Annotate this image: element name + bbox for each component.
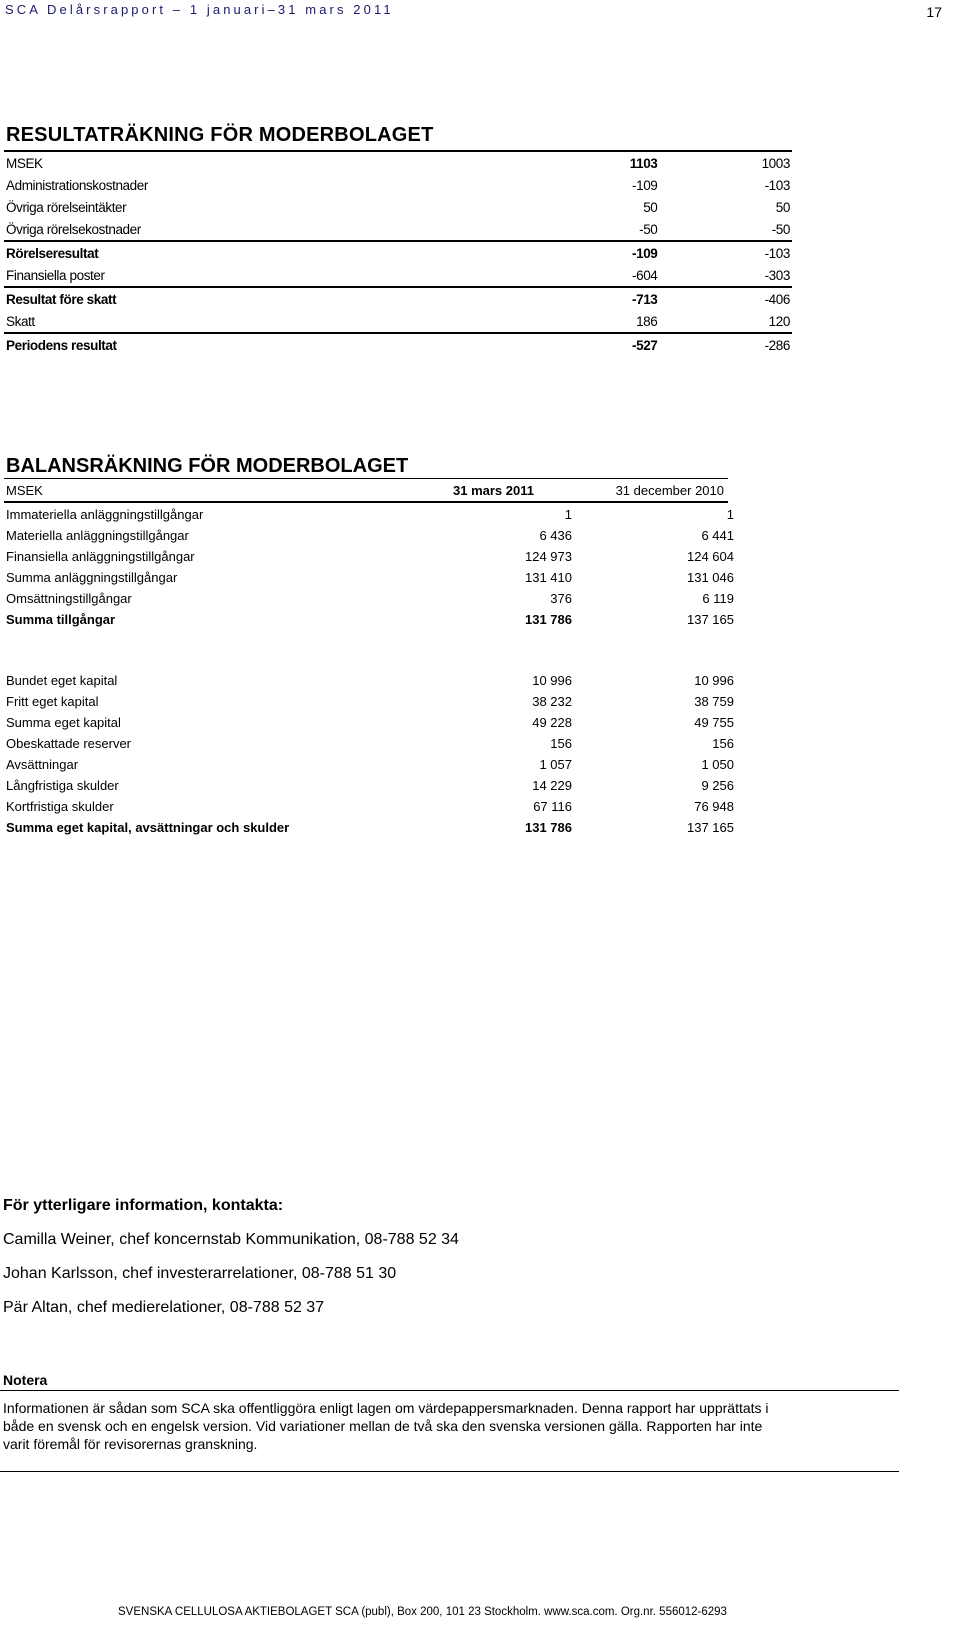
- value-previous: -103: [764, 245, 790, 261]
- value-previous: 131 046: [687, 570, 734, 585]
- notes-line: varit föremål för revisorernas granskning.: [3, 1436, 258, 1452]
- row-label: Obeskattade reserver: [6, 736, 132, 751]
- value-previous: 76 948: [694, 799, 734, 814]
- notes-top-divider: [0, 1390, 899, 1391]
- value-current: 10 996: [532, 673, 572, 688]
- value-current: 124 973: [525, 549, 572, 564]
- value-previous: 49 755: [694, 715, 734, 730]
- notes-heading: Notera: [3, 1372, 48, 1388]
- value-current: -604: [601, 264, 659, 287]
- notes-bottom-divider: [0, 1471, 899, 1472]
- row-label: Avsättningar: [6, 757, 79, 772]
- value-previous: 6 119: [702, 591, 734, 606]
- table-row: [4, 333, 792, 356]
- row-label: Summa eget kapital: [6, 715, 121, 730]
- row-label: Rörelseresultat: [6, 245, 99, 261]
- balance-sheet-header: [4, 478, 728, 503]
- value-previous: 137 165: [687, 612, 734, 627]
- value-previous: 6 441: [701, 528, 734, 543]
- row-label: Fritt eget kapital: [6, 694, 99, 709]
- row-label: Långfristiga skulder: [6, 778, 119, 793]
- value-previous: 38 759: [694, 694, 734, 709]
- value-current: 49 228: [532, 715, 572, 730]
- table-row: [4, 264, 792, 287]
- balance-sheet-assets-table: [4, 504, 736, 630]
- value-current: -109: [631, 177, 658, 193]
- value-current: -50: [601, 218, 659, 241]
- table-row: [4, 670, 736, 691]
- value-current: 50: [643, 199, 658, 215]
- value-current: 6 436: [539, 528, 572, 543]
- table-row: [4, 733, 736, 754]
- notes-text: [3, 1399, 943, 1453]
- row-label: Kortfristiga skulder: [6, 799, 114, 814]
- header-previous: 31 december 2010: [615, 483, 724, 498]
- value-previous: 124 604: [687, 549, 734, 564]
- value-current: 131 410: [525, 570, 572, 585]
- value-current: 131 786: [525, 612, 572, 627]
- row-label: Periodens resultat: [6, 337, 117, 353]
- table-row: [4, 775, 736, 796]
- value-previous: 1: [726, 507, 734, 522]
- table-row: [4, 817, 736, 838]
- table-row: [4, 754, 736, 775]
- value-current: -713: [631, 291, 658, 307]
- value-previous: 1 050: [701, 757, 734, 772]
- table-row: [4, 796, 736, 817]
- value-previous: -103: [764, 177, 790, 193]
- table-row: [4, 691, 736, 712]
- header-current: 31 mars 2011: [453, 483, 534, 498]
- report-header-title: SCA Delårsrapport – 1 januari–31 mars 2011: [5, 2, 394, 17]
- value-current: 67 116: [533, 799, 572, 814]
- value-previous: 9 256: [701, 778, 734, 793]
- value-previous: 156: [712, 736, 734, 751]
- contact-line: Pär Altan, chef medierelationer, 08-788 52 37: [3, 1299, 325, 1316]
- contact-line: Johan Karlsson, chef investerarrelationer, 08-788 51 30: [3, 1265, 397, 1282]
- row-label: Bundet eget kapital: [6, 673, 118, 688]
- company-footer: SVENSKA CELLULOSA AKTIEBOLAGET SCA (publ), Box 200, 101 23 Stockholm. www.sca.com. Org.nr. 556012-6293: [118, 1606, 727, 1618]
- row-label: Immateriella anläggningstillgångar: [6, 507, 204, 522]
- contact-line: Camilla Weiner, chef koncernstab Kommunikation, 08-788 52 34: [3, 1231, 459, 1248]
- table-row: [4, 567, 736, 588]
- value-previous: 120: [659, 310, 792, 333]
- row-label: Summa eget kapital, avsättningar och skulder: [6, 820, 290, 835]
- table-row: [4, 504, 736, 525]
- value-current: 38 232: [532, 694, 572, 709]
- value-current: 1 057: [539, 757, 572, 772]
- value-current: 1103: [601, 151, 659, 174]
- income-statement-title: RESULTATRÄKNING FÖR MODERBOLAGET: [6, 124, 434, 146]
- row-label: MSEK: [4, 151, 601, 174]
- table-row: [4, 241, 792, 264]
- header-label: MSEK: [6, 483, 43, 498]
- value-previous: -303: [659, 264, 792, 287]
- value-previous: 10 996: [694, 673, 734, 688]
- value-previous: -286: [764, 337, 790, 353]
- row-label: Administrationskostnader: [6, 177, 148, 193]
- row-label: Summa anläggningstillgångar: [6, 570, 178, 585]
- value-previous: 50: [775, 199, 790, 215]
- table-row: [4, 218, 792, 241]
- value-current: 376: [550, 591, 572, 606]
- value-previous: 137 165: [687, 820, 734, 835]
- value-current: 156: [550, 736, 572, 751]
- balance-sheet-title: BALANSRÄKNING FÖR MODERBOLAGET: [6, 455, 409, 477]
- table-row: [4, 546, 736, 567]
- value-current: -527: [631, 337, 658, 353]
- value-current: 131 786: [525, 820, 572, 835]
- value-previous: -50: [659, 218, 792, 241]
- notes-line: både en svensk och en engelsk version. Vid variationer mellan de två ska den svenska versionen gälla. Rapporten har inte: [3, 1418, 763, 1434]
- table-row: [4, 310, 792, 333]
- contact-heading: För ytterligare information, kontakta:: [3, 1197, 284, 1214]
- row-label: Övriga rörelseintäkter: [6, 199, 127, 215]
- value-current: 186: [601, 310, 659, 333]
- row-label: Finansiella anläggningstillgångar: [6, 549, 195, 564]
- table-row: [4, 588, 736, 609]
- row-label: Övriga rörelsekostnader: [4, 218, 601, 241]
- table-row: [4, 525, 736, 546]
- notes-line: Informationen är sådan som SCA ska offentliggöra enligt lagen om värdepappersmarknaden. Denna rapport har upprättats i: [3, 1400, 769, 1416]
- row-label: Skatt: [4, 310, 601, 333]
- balance-sheet-liabilities-table: [4, 670, 736, 838]
- row-label: Resultat före skatt: [6, 291, 117, 307]
- page-number: 17: [926, 4, 942, 20]
- value-current: -109: [631, 245, 658, 261]
- table-row: [4, 196, 792, 218]
- table-row: [4, 287, 792, 310]
- table-row: [4, 712, 736, 733]
- table-row: [4, 609, 736, 630]
- row-label: Omsättningstillgångar: [6, 591, 132, 606]
- value-previous: -406: [764, 291, 790, 307]
- value-previous: 1003: [659, 151, 792, 174]
- row-label: Finansiella poster: [4, 264, 601, 287]
- value-current: 1: [564, 507, 572, 522]
- table-row: [4, 151, 792, 174]
- income-statement-table: [4, 150, 792, 356]
- row-label: Summa tillgångar: [6, 612, 116, 627]
- table-row: [4, 174, 792, 196]
- value-current: 14 229: [532, 778, 572, 793]
- row-label: Materiella anläggningstillgångar: [6, 528, 189, 543]
